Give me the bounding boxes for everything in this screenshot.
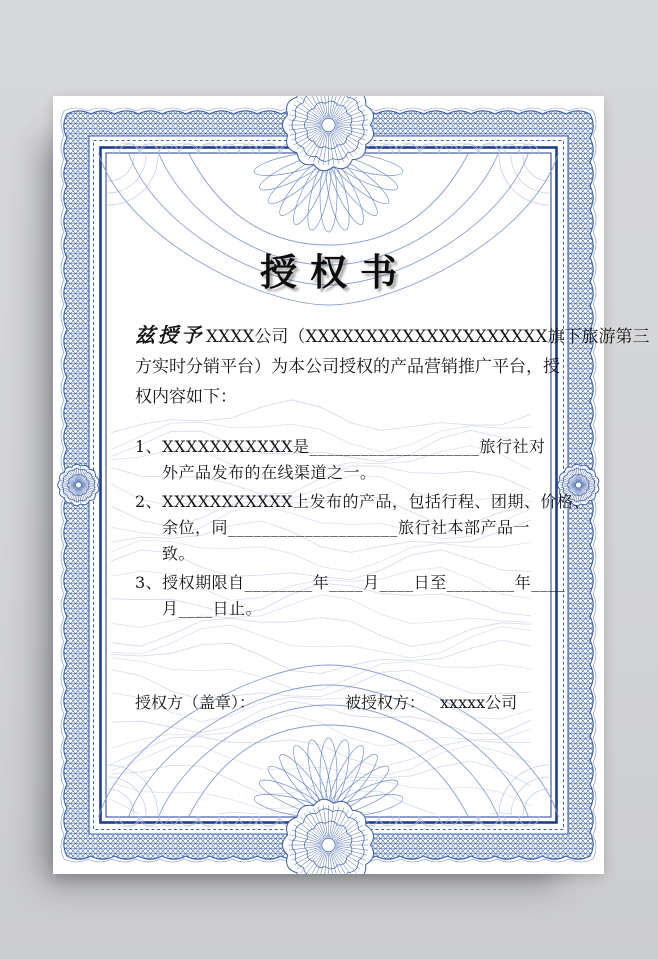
item-3-line-1: 3、授权期限自________年____月____日至________年____ — [135, 573, 566, 592]
grantor-label: 授权方（盖章）： — [135, 693, 256, 712]
intro-line-1-text: XXXX公司（XXXXXXXXXXXXXXXXXXXX旗下旅游第三 — [206, 327, 650, 347]
certificate-paper — [53, 96, 650, 874]
item-1-line-2: 外产品发布的在线渠道之一。 — [162, 463, 377, 482]
item-1-line-1: 1、XXXXXXXXXXX是____________________旅行社对 — [135, 437, 546, 456]
item-2-line-3: 致。 — [162, 544, 196, 563]
intro-line-3: 权内容如下： — [135, 387, 237, 407]
certificate-title: 授权书 — [260, 250, 410, 294]
item-3-line-2: 月____日止。 — [162, 599, 263, 618]
grantee-company: xxxxx公司 — [440, 693, 518, 712]
grantee-group — [345, 691, 517, 715]
intro-line-1 — [135, 320, 650, 352]
certificate-content — [53, 96, 650, 874]
item-2-line-2: 余位，同____________________旅行社本部产品一 — [162, 518, 531, 537]
intro-line-2: 方实时分销平台）为本公司授权的产品营销推广平台，授 — [135, 357, 560, 377]
grantee-label: 被授权方： — [345, 693, 426, 712]
item-2-line-1: 2、XXXXXXXXXXX上发布的产品，包括行程、团期、价格、 — [135, 492, 590, 511]
intro-paragraph — [135, 320, 650, 412]
authorization-items-list — [135, 434, 590, 622]
intro-lead-calligraphy: 兹授予 — [135, 323, 204, 347]
